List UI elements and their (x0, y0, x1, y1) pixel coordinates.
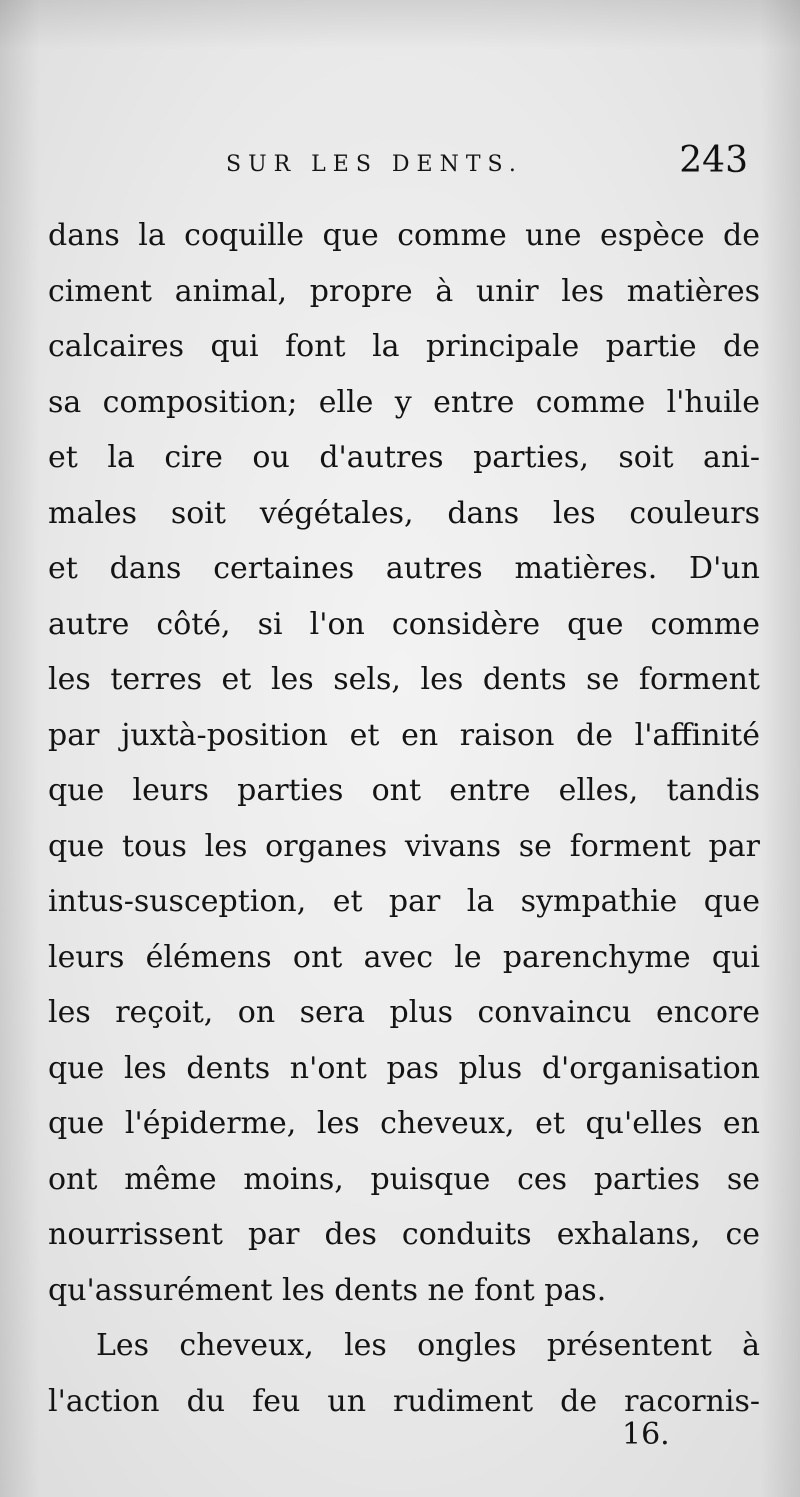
text-line: males soit végétales, dans les couleurs (48, 495, 760, 531)
right-edge-shadow (760, 0, 800, 1497)
text-line: leurs élémens ont avec le parenchyme qui (48, 939, 760, 975)
text-line: sa composition; elle y entre comme l'huile (48, 384, 760, 420)
text-line: autre côté, si l'on considère que comme (48, 606, 760, 642)
body-text (48, 208, 760, 1429)
left-edge-shadow (0, 0, 40, 1497)
text-line: l'action du feu un rudiment de racornis- (48, 1383, 760, 1419)
text-line: ciment animal, propre à unir les matières (48, 273, 760, 309)
text-line: que tous les organes vivans se forment par (48, 828, 760, 864)
page-number: 243 (679, 140, 748, 181)
text-line: par juxtà-position et en raison de l'affinité (48, 717, 760, 753)
text-line: nourrissent par des conduits exhalans, ce (48, 1217, 760, 1252)
signature-mark: 16. (622, 1417, 670, 1452)
text-line: que leurs parties ont entre elles, tandis (48, 773, 760, 808)
text-line: ont même moins, puisque ces parties se (48, 1161, 760, 1197)
running-head: SUR LES DENTS. (226, 152, 523, 177)
text-line: que l'épiderme, les cheveux, et qu'elles en (48, 1106, 760, 1141)
text-line: et dans certaines autres matières. D'un (48, 551, 760, 586)
text-line: intus-susception, et par la sympathie que (48, 884, 760, 919)
text-line: dans la coquille que comme une espèce de (48, 218, 760, 253)
text-line: les terres et les sels, les dents se forment (48, 662, 760, 697)
top-shadow (0, 0, 800, 50)
text-line: les reçoit, on sera plus convaincu encore (48, 995, 760, 1030)
paragraph-end-line: qu'assurément les dents ne font pas. (48, 1272, 607, 1308)
text-line: que les dents n'ont pas plus d'organisation (48, 1050, 760, 1086)
paragraph-start-line: Les cheveux, les ongles présentent à (96, 1328, 760, 1363)
text-line: calcaires qui font la principale partie de (48, 329, 760, 364)
text-line: et la cire ou d'autres parties, soit ani- (48, 440, 760, 475)
